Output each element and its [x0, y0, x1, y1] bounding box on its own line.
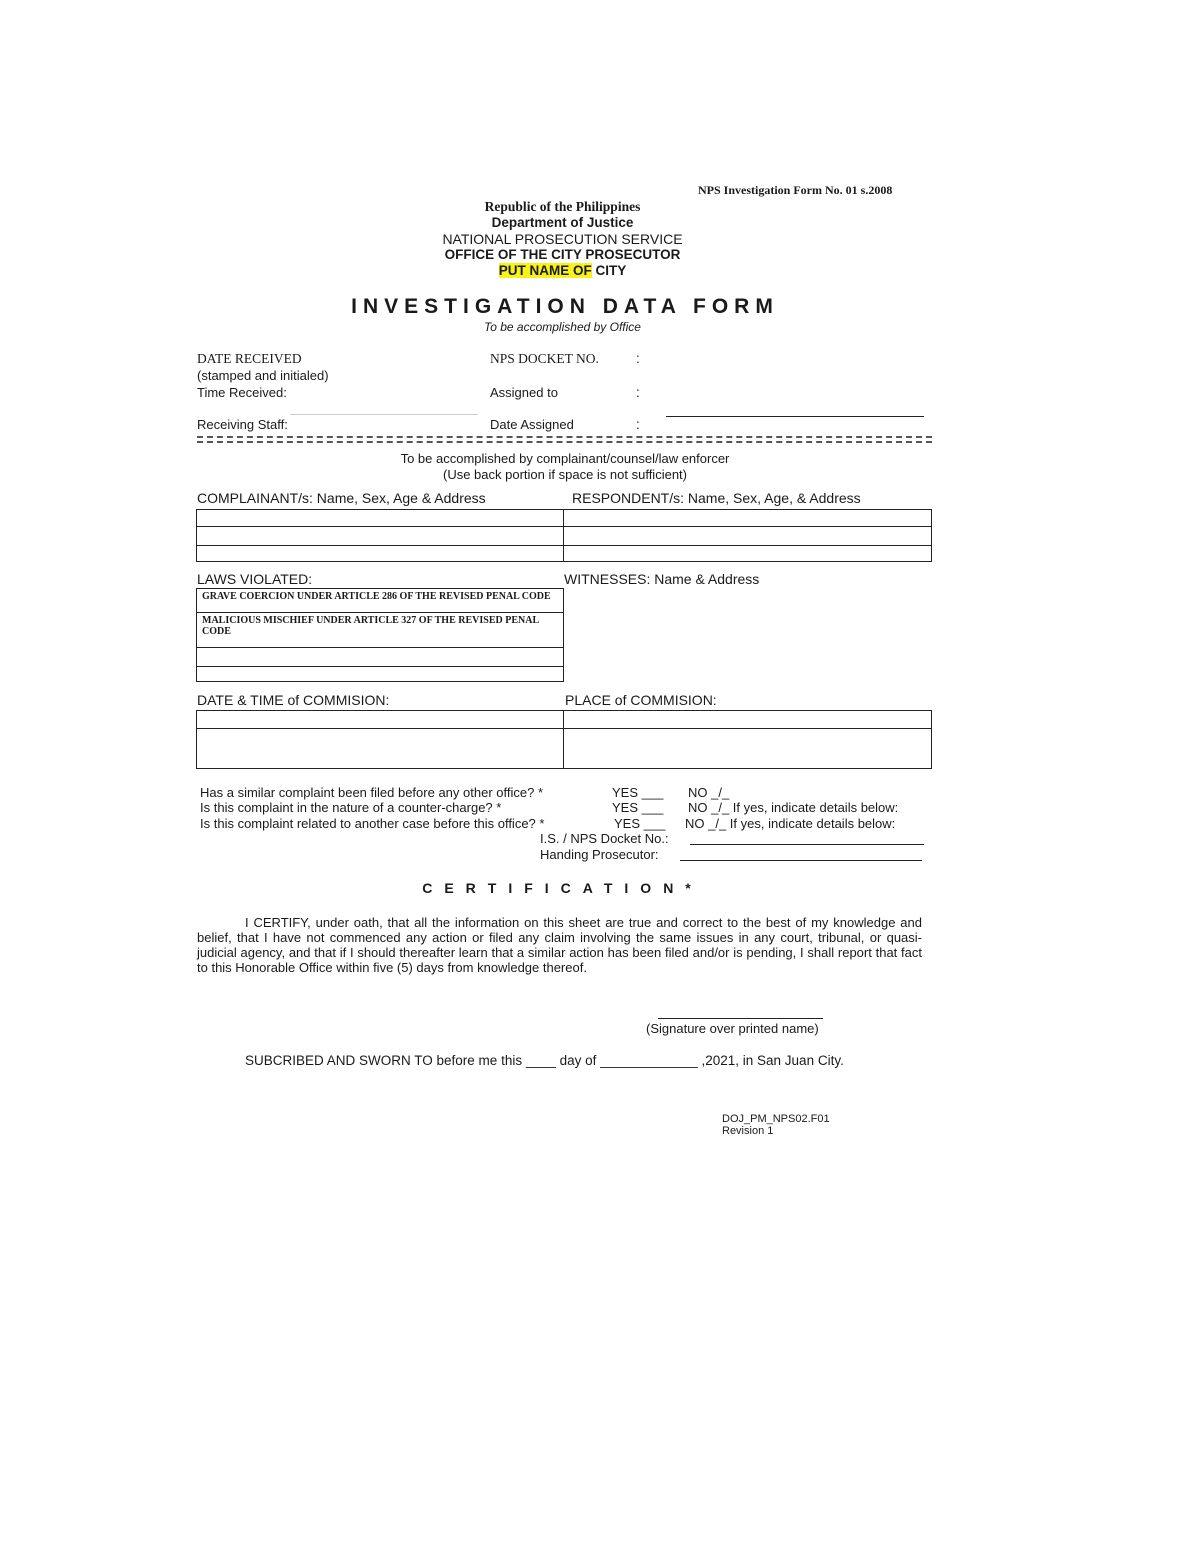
footer-revision: Revision 1 — [722, 1125, 774, 1137]
footer-form-code: DOJ_PM_NPS02.F01 — [722, 1113, 830, 1125]
receiving-staff-label: Receiving Staff: — [197, 417, 288, 432]
signature-line[interactable] — [658, 1018, 823, 1019]
date-assigned-colon: : — [636, 417, 640, 432]
docket-no-label: I.S. / NPS Docket No.: — [540, 831, 669, 846]
law-empty-row[interactable] — [197, 648, 564, 667]
date-time-commission-label: DATE & TIME of COMMISION: — [197, 692, 390, 708]
question-similar-complaint: Has a similar complaint been filed before any other office? * — [200, 785, 544, 800]
header-office: OFFICE OF THE CITY PROSECUTOR — [444, 247, 681, 262]
handling-prosecutor-line[interactable] — [680, 860, 922, 861]
city-placeholder-highlight: PUT NAME OF — [498, 263, 592, 278]
page-subtitle: To be accomplished by Office — [484, 320, 641, 334]
no-option-q3[interactable]: NO _/_ If yes, indicate details below: — [685, 816, 896, 831]
complainant-cell-1[interactable] — [197, 510, 564, 527]
header-city — [380, 263, 745, 280]
docket-no-line[interactable] — [690, 844, 924, 845]
form-number: NPS Investigation Form No. 01 s.2008 — [698, 183, 893, 197]
commission-table — [196, 710, 932, 769]
place-commission-label: PLACE of COMMISION: — [565, 692, 717, 708]
yes-option-q1[interactable]: YES ___ — [612, 785, 664, 800]
parties-table — [196, 509, 932, 562]
date-time-cell-1[interactable] — [197, 711, 564, 729]
assigned-to-colon: : — [636, 385, 640, 400]
header-republic: Republic of the Philippines — [484, 199, 641, 214]
law-empty-row[interactable] — [197, 667, 564, 682]
place-cell-1[interactable] — [564, 711, 932, 729]
city-suffix: CITY — [591, 263, 627, 278]
certification-body: I CERTIFY, under oath, that all the information on this sheet are true and correct to the best of my knowledge and belief, that I have not commenced any action or filed any claim involving the same issues in any court, tribunal, or quasi-judicial agency, and that if I should thereafter learn that a similar action has been filed and/or is pending, I shall report that fact to this Honorable Office within five (5) days from knowledge thereof. — [197, 915, 922, 975]
separator-dashed-top — [197, 436, 932, 438]
no-option-q2[interactable]: NO _/_ If yes, indicate details below: — [688, 800, 899, 815]
respondent-cell-2[interactable] — [564, 527, 932, 546]
complainant-note-sub: (Use back portion if space is not sufficient) — [443, 467, 687, 482]
sworn-statement: SUBCRIBED AND SWORN TO before me this ____ day of _____________ ,2021, in San Juan City. — [245, 1053, 844, 1068]
nps-docket-label: NPS DOCKET NO. — [490, 351, 599, 366]
assigned-to-label: Assigned to — [490, 385, 558, 400]
nps-docket-colon: : — [636, 351, 640, 366]
header-nps: NATIONAL PROSECUTION SERVICE — [442, 231, 683, 247]
laws-table — [196, 588, 564, 682]
law-item[interactable]: GRAVE COERCION UNDER ARTICLE 286 OF THE REVISED PENAL CODE — [197, 589, 564, 613]
question-related-case: Is this complaint related to another case before this office? * — [200, 816, 545, 831]
date-assigned-label: Date Assigned — [490, 417, 574, 432]
law-item[interactable]: MALICIOUS MISCHIEF UNDER ARTICLE 327 OF THE REVISED PENAL CODE — [197, 613, 564, 648]
page-title: INVESTIGATION DATA FORM — [351, 295, 779, 318]
respondent-label: RESPONDENT/s: Name, Sex, Age, & Address — [572, 490, 861, 506]
date-time-cell-2[interactable] — [197, 729, 564, 769]
respondent-cell-1[interactable] — [564, 510, 932, 527]
signature-label: (Signature over printed name) — [646, 1021, 819, 1036]
header-department: Department of Justice — [491, 215, 634, 230]
yes-option-q2[interactable]: YES ___ — [612, 800, 664, 815]
complainant-label: COMPLAINANT/s: Name, Sex, Age & Address — [197, 490, 486, 506]
complainant-note: To be accomplished by complainant/counsel/law enforcer — [400, 451, 730, 466]
handling-prosecutor-label: Handing Prosecutor: — [540, 847, 659, 862]
place-cell-2[interactable] — [564, 729, 932, 769]
no-option-q1[interactable]: NO _/_ — [688, 785, 730, 800]
complainant-cell-2[interactable] — [197, 527, 564, 546]
complainant-cell-3[interactable] — [197, 546, 564, 562]
receiving-staff-line[interactable] — [290, 414, 478, 415]
witnesses-label: WITNESSES: Name & Address — [564, 571, 760, 587]
respondent-cell-3[interactable] — [564, 546, 932, 562]
separator-dashed-bottom — [197, 441, 932, 443]
yes-option-q3[interactable]: YES ___ — [614, 816, 666, 831]
time-received-label: Time Received: — [197, 385, 287, 400]
certification-title: CERTIFICATION* — [422, 880, 703, 896]
laws-violated-label: LAWS VIOLATED: — [197, 571, 313, 587]
date-assigned-line[interactable] — [666, 416, 924, 417]
stamped-note: (stamped and initialed) — [197, 368, 329, 383]
date-received-label: DATE RECEIVED — [197, 351, 302, 366]
question-counter-charge: Is this complaint in the nature of a counter-charge? * — [200, 800, 502, 815]
